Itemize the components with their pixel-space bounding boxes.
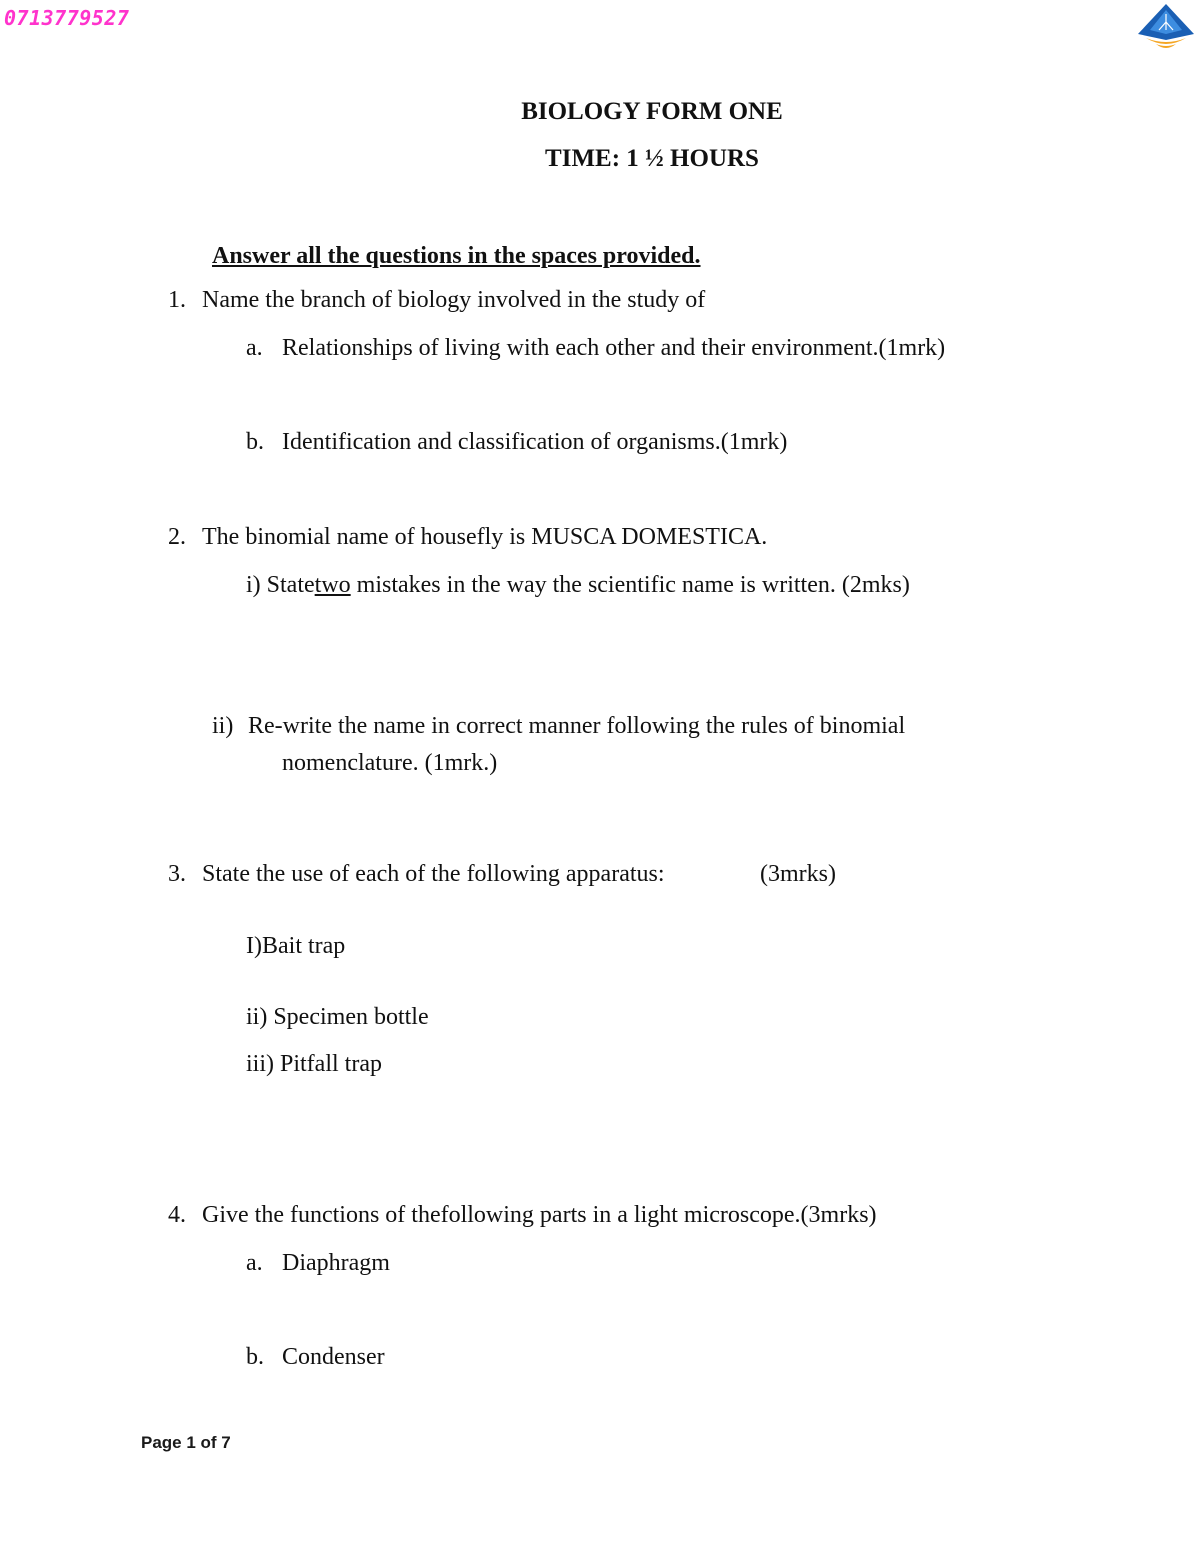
question-text: Name the branch of biology involved in the study of (202, 287, 706, 313)
question-number: 1. (168, 287, 186, 313)
question-1 (168, 287, 705, 314)
question-3i: I)Bait trap (246, 933, 346, 959)
sub-label: b. (246, 1344, 264, 1370)
sub-text: Diaphragm (282, 1250, 390, 1276)
question-2 (168, 524, 767, 551)
question-4b (246, 1344, 385, 1371)
phone-number: 0713779527 (4, 6, 130, 30)
sub-text: Condenser (282, 1344, 385, 1370)
sub-text-pre: i) State (246, 572, 315, 598)
emphasis-two: two (314, 572, 351, 598)
sub-label: b. (246, 429, 264, 455)
exam-time: TIME: 1 ½ HOURS (545, 145, 759, 172)
question-2ii (212, 713, 905, 740)
sub-label: a. (246, 1250, 263, 1276)
question-1b (246, 429, 787, 456)
question-3ii: ii) Specimen bottle (246, 1004, 429, 1030)
sub-label: a. (246, 335, 263, 361)
question-number: 4. (168, 1202, 186, 1228)
question-text: Give the functions of thefollowing parts in a light microscope.(3mrks) (202, 1202, 877, 1228)
question-2i (246, 572, 910, 599)
question-4a (246, 1250, 390, 1277)
sub-text-post: mistakes in the way the scientific name is written. (2mks) (350, 572, 910, 598)
sub-text: Relationships of living with each other and their environment.(1mrk) (282, 335, 946, 361)
question-1a (246, 335, 945, 362)
question-number: 3. (168, 861, 186, 887)
sub-text: Re-write the name in correct manner following the rules of binomial (248, 713, 906, 739)
page-number: Page 1 of 7 (141, 1433, 231, 1452)
question-2ii-continued: nomenclature. (1mrk.) (282, 750, 498, 776)
question-text: The binomial name of housefly is MUSCA DOMESTICA. (202, 524, 768, 550)
sub-label: ii) (212, 713, 234, 739)
blue-diamond-logo-icon (1132, 0, 1200, 56)
question-3iii: iii) Pitfall trap (246, 1051, 382, 1077)
question-number: 2. (168, 524, 186, 550)
question-3 (168, 861, 665, 888)
question-text: State the use of each of the following apparatus: (202, 861, 665, 887)
sub-text: Identification and classification of organisms.(1mrk) (282, 429, 788, 455)
question-3-marks: (3mrks) (760, 861, 836, 887)
instructions: Answer all the questions in the spaces provided. (212, 243, 701, 269)
question-4 (168, 1202, 877, 1229)
exam-title: BIOLOGY FORM ONE (521, 98, 783, 125)
